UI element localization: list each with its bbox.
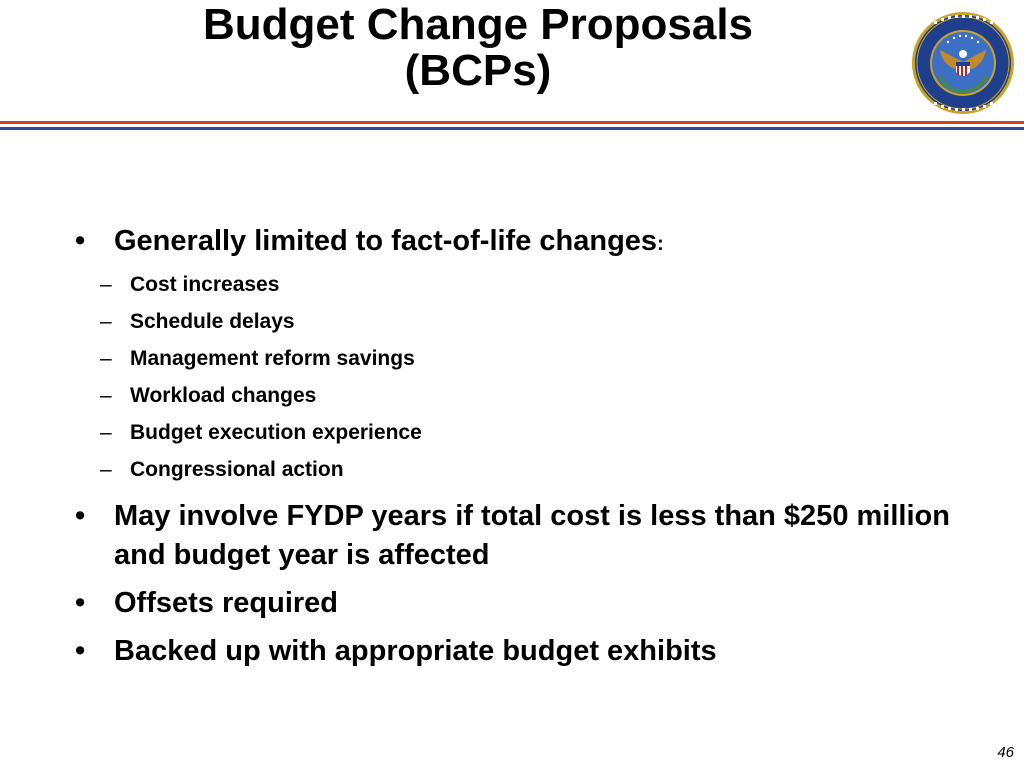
department-of-defense-seal: [910, 10, 1016, 116]
page-number: 46: [997, 744, 1014, 761]
bullet-item: [75, 584, 955, 623]
dash-marker: –: [100, 310, 112, 333]
sub-bullet-item: [86, 451, 955, 488]
bullet-item: [75, 497, 955, 575]
bullet-text: Generally limited to fact-of-life changes: [114, 225, 658, 257]
sub-bullet-item: [86, 377, 955, 414]
bullet-list: [75, 222, 955, 680]
sub-bullet-text: Schedule delays: [130, 310, 295, 333]
bullet-marker: •: [75, 587, 86, 619]
slide-title-line-2: (BCPs): [404, 46, 552, 95]
bullet-text: Backed up with appropriate budget exhibits: [114, 635, 717, 667]
sub-bullet-item: [86, 340, 955, 377]
sub-bullet-text: Cost increases: [130, 273, 280, 296]
bullet-text: May involve FYDP years if total cost is less than $250 million and budget year is affected: [114, 500, 950, 571]
dash-marker: –: [100, 347, 112, 370]
slide-title-line-1: Budget Change Proposals: [202, 0, 754, 49]
sub-bullet-item: [86, 303, 955, 340]
dash-marker: –: [100, 421, 112, 444]
bullet-marker: •: [75, 225, 86, 257]
slide-title: [60, 2, 896, 94]
bullet-item: [75, 222, 955, 488]
sub-bullet-text: Workload changes: [130, 384, 317, 407]
header-rule-blue: [0, 127, 1024, 130]
dash-marker: –: [100, 273, 112, 296]
sub-bullet-list: [100, 266, 955, 488]
sub-bullet-item: [86, 414, 955, 451]
sub-bullet-text: Congressional action: [130, 458, 344, 481]
bullet-marker: •: [75, 500, 86, 532]
sub-bullet-text: Budget execution experience: [130, 421, 422, 444]
dash-marker: –: [100, 384, 112, 407]
sub-bullet-text: Management reform savings: [130, 347, 415, 370]
bullet-marker: •: [75, 635, 86, 667]
bullet-text: Offsets required: [114, 587, 338, 619]
bullet-colon: :: [657, 233, 664, 255]
sub-bullet-item: [86, 266, 955, 303]
dash-marker: –: [100, 458, 112, 481]
header-rule-red: [0, 121, 1024, 124]
bullet-item: [75, 632, 955, 671]
